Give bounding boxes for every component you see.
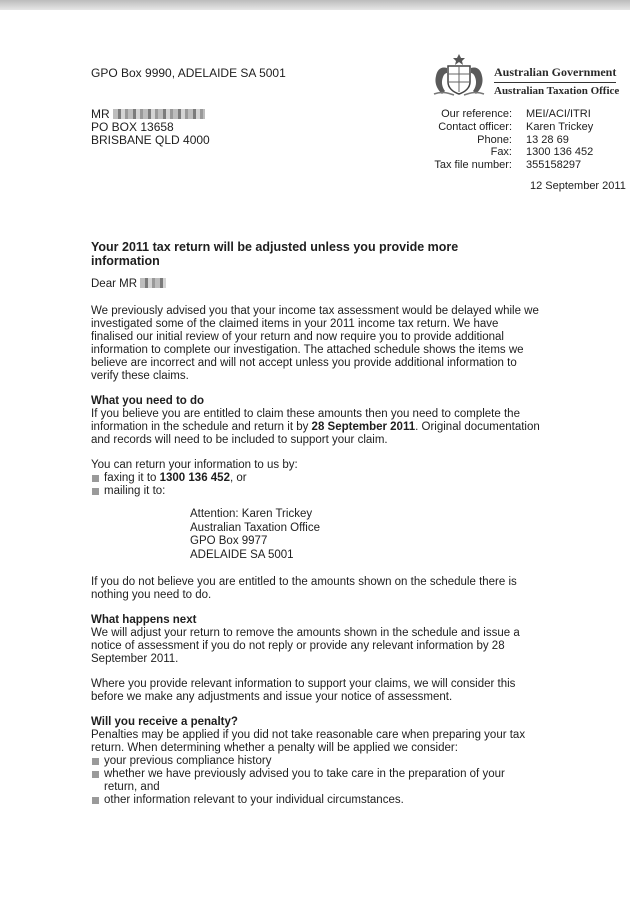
reference-row: Contact officer: Karen Trickey xyxy=(438,120,594,133)
agency-name: Australian Taxation Office xyxy=(494,85,620,97)
recipient-line-2: PO BOX 13658 xyxy=(91,120,174,134)
reference-block xyxy=(400,108,593,172)
letter-body xyxy=(91,278,541,807)
section-title-what-happens-next: What happens next xyxy=(91,614,197,626)
recipient-prefix: MR xyxy=(91,107,110,121)
list-item: faxing it to 1300 136 452, or xyxy=(91,472,541,485)
redacted-name xyxy=(140,278,166,288)
penalty-paragraph: Penalties may be applied if you did not take reasonable care when preparing your tax return. When determining whether a penalty will be applied we consider: xyxy=(91,729,526,754)
section-title-penalty: Will you receive a penalty? xyxy=(91,716,238,728)
intro-paragraph: We previously advised you that your income tax assessment would be delayed while we investigated some of the claimed items in your 2011 income tax return. We have finalised our initial review of your return and now require you to provide additional information to complete our investigation. The attached schedule shows the items we believe are incorrect and will not accept unless you provide additional information to verify these claims. xyxy=(91,305,539,382)
ato-logo xyxy=(428,52,618,102)
coat-of-arms-icon xyxy=(428,52,490,98)
mailing-address: Attention: Karen Trickey Australian Taxation Office GPO Box 9977 ADELAIDE SA 5001 xyxy=(190,508,320,561)
logo-divider xyxy=(494,82,616,83)
return-options-list xyxy=(91,472,541,498)
reference-row: Our reference: MEI/ACI/ITRI xyxy=(441,108,591,120)
gov-name: Australian Government xyxy=(494,65,617,79)
sender-address: GPO Box 9990, ADELAIDE SA 5001 xyxy=(91,66,286,80)
reference-row: Phone: 13 28 69 xyxy=(477,133,569,146)
redacted-name xyxy=(113,109,205,119)
return-intro: You can return your information to us by: xyxy=(91,459,298,471)
what-happens-paragraph: We will adjust your return to remove the amounts shown in the schedule and issue a notice of assessment if you do not reply or provide any relevant information by 28 September 2011. xyxy=(91,627,520,665)
section-title-what-to-do: What you need to do xyxy=(91,395,205,407)
list-item: other information relevant to your individual circumstances. xyxy=(91,794,541,807)
penalty-factors-list xyxy=(91,755,541,807)
not-entitled-paragraph: If you do not believe you are entitled to the amounts shown on the schedule there is nothing you need to do. xyxy=(91,576,517,601)
letter-heading: Your 2011 tax return will be adjusted unless you provide more information xyxy=(91,240,459,268)
list-item: whether we have previously advised you to take care in the preparation of your return, and xyxy=(91,768,541,794)
reference-row: Tax file number: 355158297 xyxy=(434,159,582,172)
relevant-info-paragraph: Where you provide relevant information to support your claims, we will consider this before we make any adjustments and issue your notice of assessment. xyxy=(91,678,516,703)
reference-row: Fax: 1300 136 452 xyxy=(490,146,594,159)
recipient-line-3: BRISBANE QLD 4000 xyxy=(91,133,210,147)
list-item: mailing it to: xyxy=(91,485,541,498)
salutation: Dear MR xyxy=(91,278,541,291)
list-item: your previous compliance history xyxy=(91,755,541,768)
letter-date: 12 September 2011 xyxy=(530,180,626,192)
what-to-do-paragraph: If you believe you are entitled to claim these amounts then you need to complete the information in the schedule and return it by 28 September 2011. Original documentation and records will need to be included to support your claim. xyxy=(91,408,540,446)
recipient-address xyxy=(91,108,210,147)
